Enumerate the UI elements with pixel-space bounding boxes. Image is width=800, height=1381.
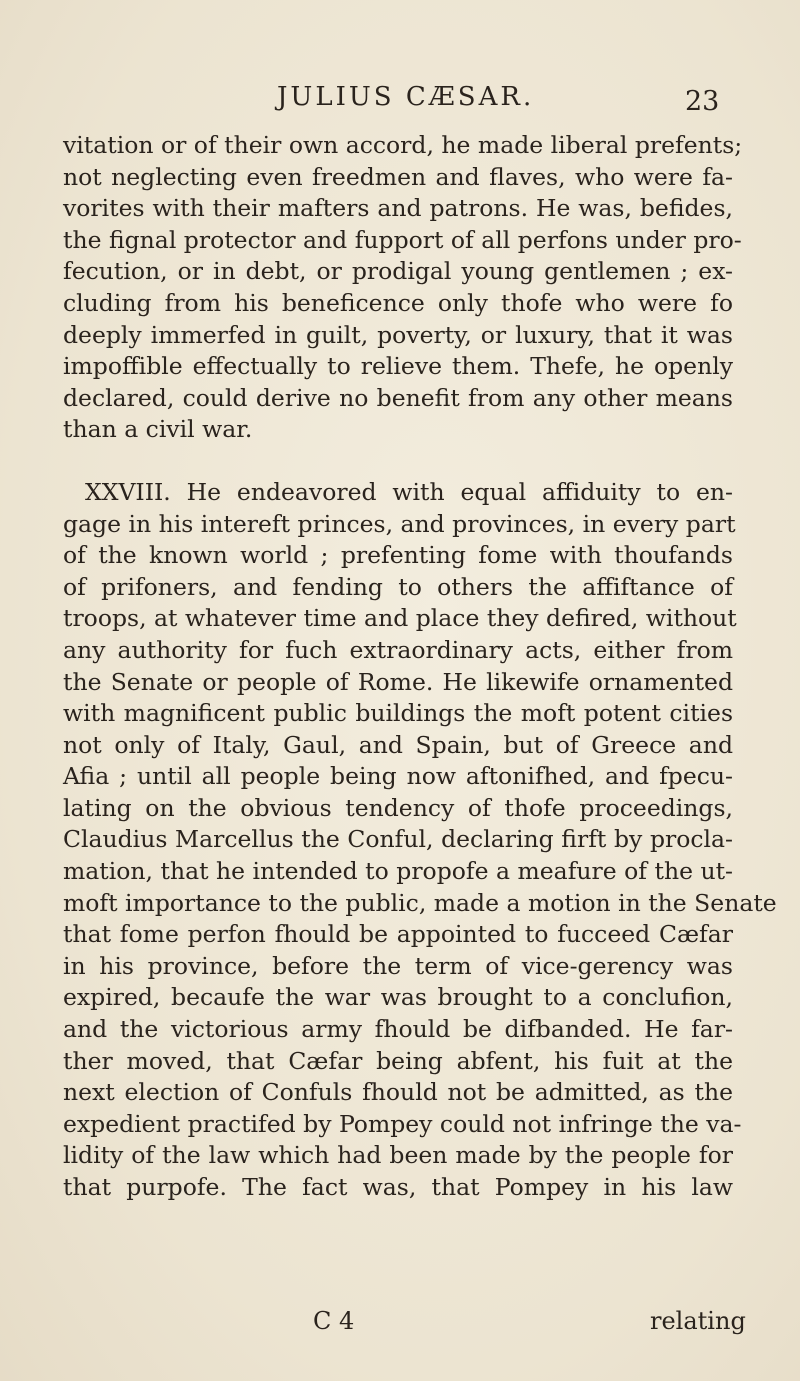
text-line: mation, that he intended to propofe a meafure of the ut-: [63, 857, 733, 886]
text-line: Claudius Marcellus the Conful, declaring firft by procla-: [63, 825, 733, 854]
text-line: and the victorious army fhould be difbanded. He far-: [63, 1015, 733, 1044]
text-line: expedient practifed by Pompey could not infringe the va-: [63, 1109, 742, 1138]
text-line: vitation or of their own accord, he made liberal prefents;: [63, 131, 743, 159]
paragraph: [63, 477, 777, 1204]
text-line: lidity of the law which had been made by the people for: [63, 1141, 733, 1170]
text-line: fecution, or in debt, or prodigal young gentlemen ; ex-: [63, 257, 733, 286]
text-line: expired, becaufe the war was brought to a conclufion,: [63, 983, 733, 1012]
text-line: of prifoners, and fending to others the affiftance of: [63, 572, 733, 601]
text-line: any authority for fuch extraordinary acts, either from: [63, 635, 733, 664]
text-line: with magnificent public buildings the moft potent cities: [63, 699, 733, 728]
text-line: that purpofe. The fact was, that Pompey in his law: [63, 1173, 733, 1201]
text-line: the fignal protector and fupport of all perfons under pro-: [63, 225, 742, 254]
text-line: lating on the obvious tendency of thofe proceedings,: [63, 793, 733, 822]
text-line: vorites with their mafters and patrons. He was, befides,: [63, 194, 733, 223]
text-line: gage in his intereft princes, and provinces, in every part: [63, 509, 736, 538]
text-line: of the known world ; prefenting fome with thoufands: [63, 541, 733, 570]
text-line: moft importance to the public, made a motion in the Senate: [63, 888, 777, 917]
paragraph-gap: [63, 446, 733, 477]
paragraph: [63, 130, 743, 446]
text-line: in his province, before the term of vice-gerency was: [63, 951, 733, 980]
text-line: deeply immerfed in guilt, poverty, or luxury, that it was: [63, 320, 733, 349]
text-line: Afia ; until all people being now aftonifhed, and fpecu-: [63, 762, 733, 791]
text-line: declared, could derive no benefit from any other means: [63, 383, 733, 412]
running-head: JULIUS CÆSAR.: [277, 82, 535, 112]
text-line: not only of Italy, Gaul, and Spain, but of Greece and: [63, 730, 733, 759]
text-line: cluding from his beneficence only thofe who were fo: [63, 288, 733, 317]
text-line: XXVIII. He endeavored with equal affiduity to en-: [85, 477, 733, 506]
text-line: impoffible effectually to relieve them. Thefe, he openly: [63, 352, 733, 381]
text-line: troops, at whatever time and place they defired, without: [63, 604, 737, 633]
text-line: not neglecting even freedmen and flaves, who were fa-: [63, 162, 733, 191]
catchword: relating: [650, 1307, 746, 1335]
page-footer: [0, 1307, 800, 1343]
text-line: the Senate or people of Rome. He likewife ornamented: [63, 667, 733, 696]
page-header: [0, 82, 800, 122]
text-line: than a civil war.: [63, 415, 253, 444]
page-number: 23: [685, 86, 720, 117]
signature-mark: C 4: [313, 1307, 355, 1335]
text-line: next election of Confuls fhould not be admitted, as the: [63, 1078, 733, 1107]
text-line: ther moved, that Cæfar being abfent, his fuit at the: [63, 1046, 733, 1075]
body-text: [63, 130, 777, 1204]
text-line: that fome perfon fhould be appointed to fucceed Cæfar: [63, 920, 733, 949]
